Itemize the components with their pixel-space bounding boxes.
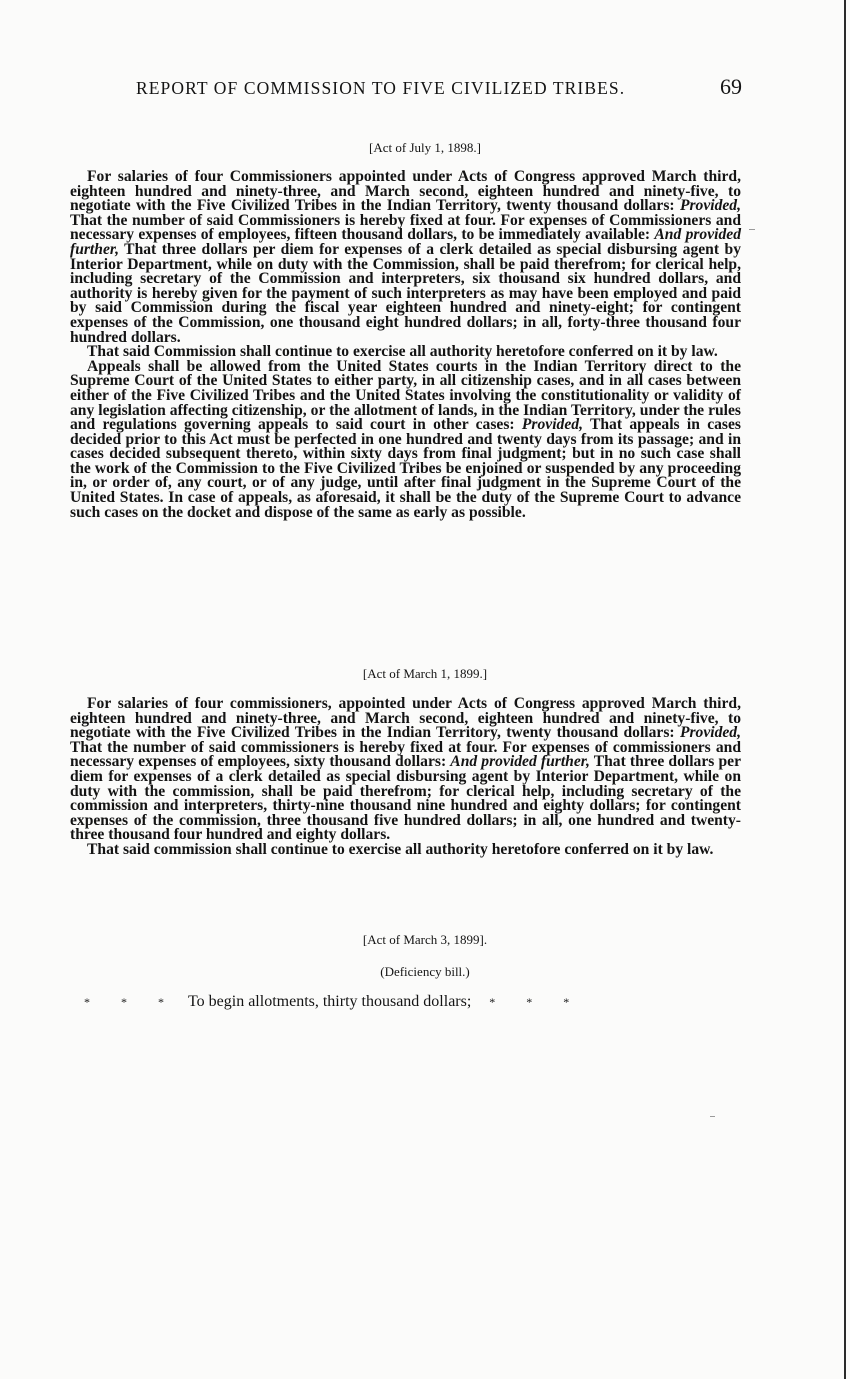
ellipsis-stars-after: * * * xyxy=(489,994,584,1009)
paragraph-authority-1899: That said commission shall continue to exercise all authority heretofore conferred on it by law. xyxy=(87,840,714,858)
text-run: For salaries of four Commissioners appointed under Acts of Congress approved March third, eighteen hundred and ninety-three, and March second, eighteen hundred and ninety-five, to negotiate with the Five Civilized Tribes in the Indian Territory, twenty thousand dollars: xyxy=(70,168,741,215)
allotments-line xyxy=(84,993,583,1011)
running-head: REPORT OF COMMISSION TO FIVE CIVILIZED TRIBES. xyxy=(136,78,626,98)
text-run: For salaries of four commissioners, appointed under Acts of Congress approved March third, eighteen hundred and ninety-three, and March second, eighteen hundred and ninety-five, to negotiate with the Five Civilized Tribes in the Indian Territory, twenty thousand dollars: xyxy=(70,695,741,742)
text-run: Appeals shall be allowed from the United States courts in the Indian Territory direct to the Supreme Court of the United States to either party, in all citizenship cases, and in all cases between either of the Five Civilized Tribes and the United States involving the constitutionality or validity of any legislation affecting citizenship, or the allotment of lands, in the Indian Territory, under the rules and regulations governing appeals to said court in other cases: xyxy=(70,357,741,434)
margin-mark xyxy=(749,229,755,230)
deficiency-bill-subheading: (Deficiency bill.) xyxy=(380,964,470,979)
italic-provided-further: And provided further, xyxy=(450,753,590,771)
paragraph-salaries-1898 xyxy=(70,170,741,345)
paragraph-salaries-1899 xyxy=(70,697,741,843)
text-run: That the number of said Commissioners is hereby fixed at four. For expenses of Commissioners and necessary expenses of employees, fifteen thousand dollars, to be immediately available: xyxy=(70,211,741,244)
section-march-1-1899 xyxy=(70,697,741,858)
act-heading-july-1898: [Act of July 1, 1898.] xyxy=(369,140,481,155)
ellipsis-stars-before: * * * xyxy=(84,994,178,1009)
margin-mark xyxy=(710,1116,715,1117)
section-july-1898 xyxy=(70,170,741,520)
text-run: That appeals in cases decided prior to this Act must be perfected in one hundred and twenty days from its passage; and in cases decided subsequent thereto, within sixty days from final judgment; but in no such case shall the work of the Commission to the Five Civilized Tribes be enjoined or suspended by any proceeding in, or order of, any court, or of any judge, until after final judgment in the Supreme Court of the United States. In case of appeals, as aforesaid, it shall be the duty of the Supreme Court to advance such cases on the docket and dispose of the same as early as possible. xyxy=(70,416,741,521)
italic-provided: Provided, xyxy=(679,197,741,215)
text-run: That three dollars per diem for expenses of a clerk detailed as special disbursing agent by Interior Department, while on duty with the commission, shall be paid therefrom; for clerical help, including secretary of the commission and interpreters, thirty-nine thousand nine hundred and eighty dollars; for contingent expenses of the commission, three thousand five hundred dollars; in all, one hundred and twenty-three thousand four hundred and eighty dollars. xyxy=(70,753,741,844)
act-heading-march-3-1899: [Act of March 3, 1899]. xyxy=(362,932,488,947)
page-edge xyxy=(844,0,846,1379)
text-run: That the number of said commissioners is hereby fixed at four. For expenses of commissioners and necessary expenses of employees, sixty thousand dollars: xyxy=(70,738,741,771)
allotments-text: To begin allotments, thirty thousand dollars; xyxy=(188,993,472,1011)
text-run: That three dollars per diem for expenses of a clerk detailed as special disbursing agent by Interior Department, while on duty with the Commission, shall be paid therefrom; for clerical help, including secretary of the Commission and interpreters, six thousand six hundred dollars, and authority is hereby given for the payment of such interpreters as may have been employed and paid by said Commission during the fiscal year eighteen hundred and ninety-eight; for contingent expenses of the Commission, one thousand eight hundred dollars; in all, forty-three thousand four hundred dollars. xyxy=(70,240,741,346)
paragraph-authority-1898: That said Commission shall continue to exercise all authority heretofore conferred on it by law. xyxy=(87,343,718,361)
paragraph-appeals xyxy=(70,357,741,521)
italic-provided: Provided, xyxy=(679,724,741,742)
italic-provided-further: And provided further, xyxy=(70,226,741,258)
italic-provided: Provided, xyxy=(521,416,583,434)
page-header xyxy=(128,74,748,104)
page-number: 69 xyxy=(720,74,742,99)
act-heading-march-1-1899: [Act of March 1, 1899.] xyxy=(362,666,488,681)
